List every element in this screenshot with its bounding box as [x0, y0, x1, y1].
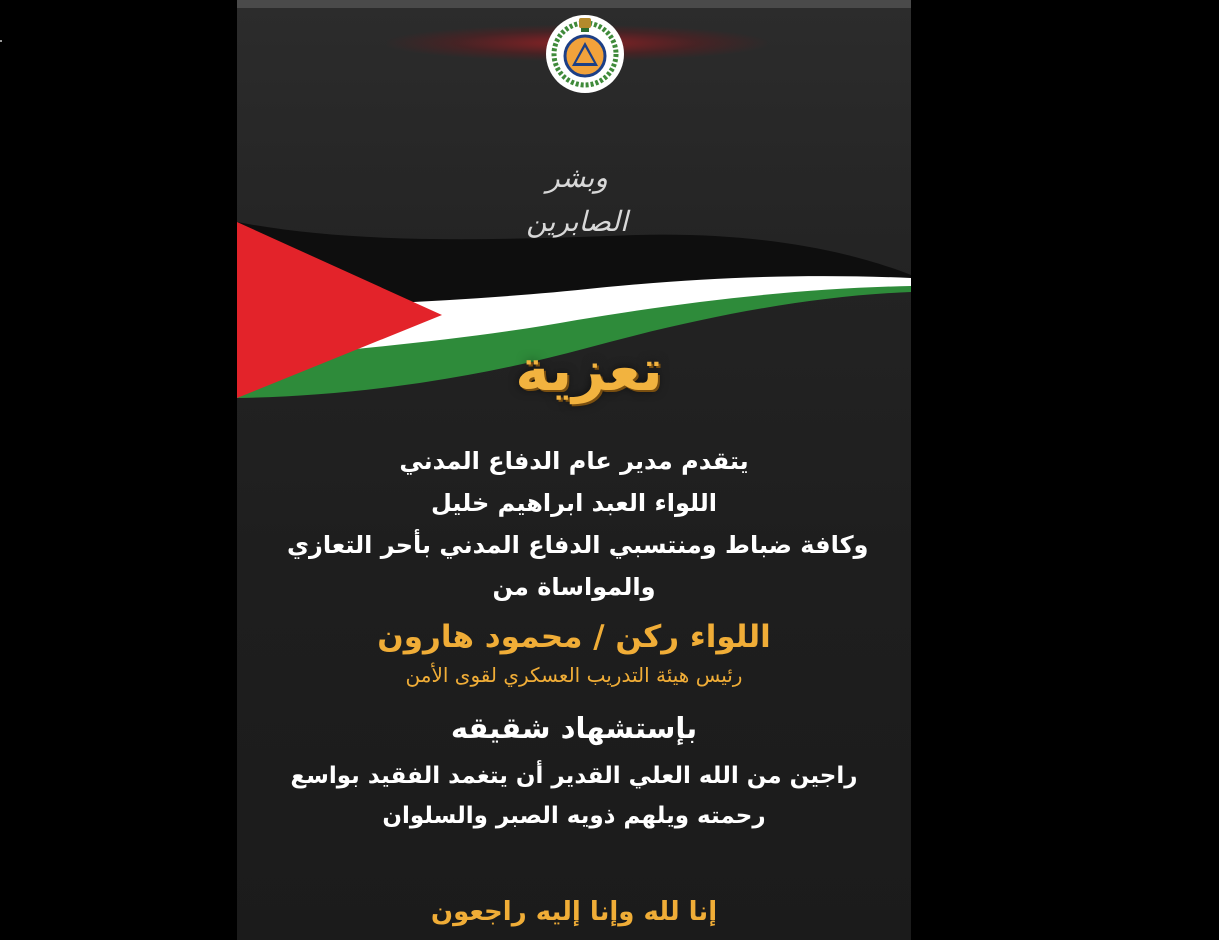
condolence-card: [237, 0, 911, 940]
prayer-line-1: راجين من الله العلي القدير أن يتغمد الفقيد بواسع: [290, 763, 858, 789]
prayer-line-2: رحمته ويلهم ذويه الصبر والسلوان: [382, 803, 766, 829]
intro-line-2: اللواء العبد ابراهيم خليل: [430, 489, 718, 517]
closing-verse: إنا لله وإنا إليه راجعون: [430, 897, 718, 927]
card-top-bar: [237, 0, 911, 8]
condolence-heading: تعزية: [515, 336, 663, 404]
verse-main-text: وبشر الصابرين: [526, 161, 628, 238]
intro-line-1: يتقدم مدير عام الدفاع المدني: [399, 447, 749, 475]
civil-defense-emblem-icon: [545, 14, 625, 94]
occasion-line: بإستشهاد شقيقه: [450, 711, 698, 745]
intro-line-3: وكافة ضباط ومنتسبي الدفاع المدني بأحر التعازي: [287, 531, 869, 559]
screen-edge-dot: [0, 40, 2, 42]
honoree-title: رئيس هيئة التدريب العسكري لقوى الأمن: [405, 663, 743, 687]
honoree-name: اللواء ركن / محمود هارون: [377, 619, 771, 655]
intro-line-4: والمواساة من: [492, 573, 656, 601]
